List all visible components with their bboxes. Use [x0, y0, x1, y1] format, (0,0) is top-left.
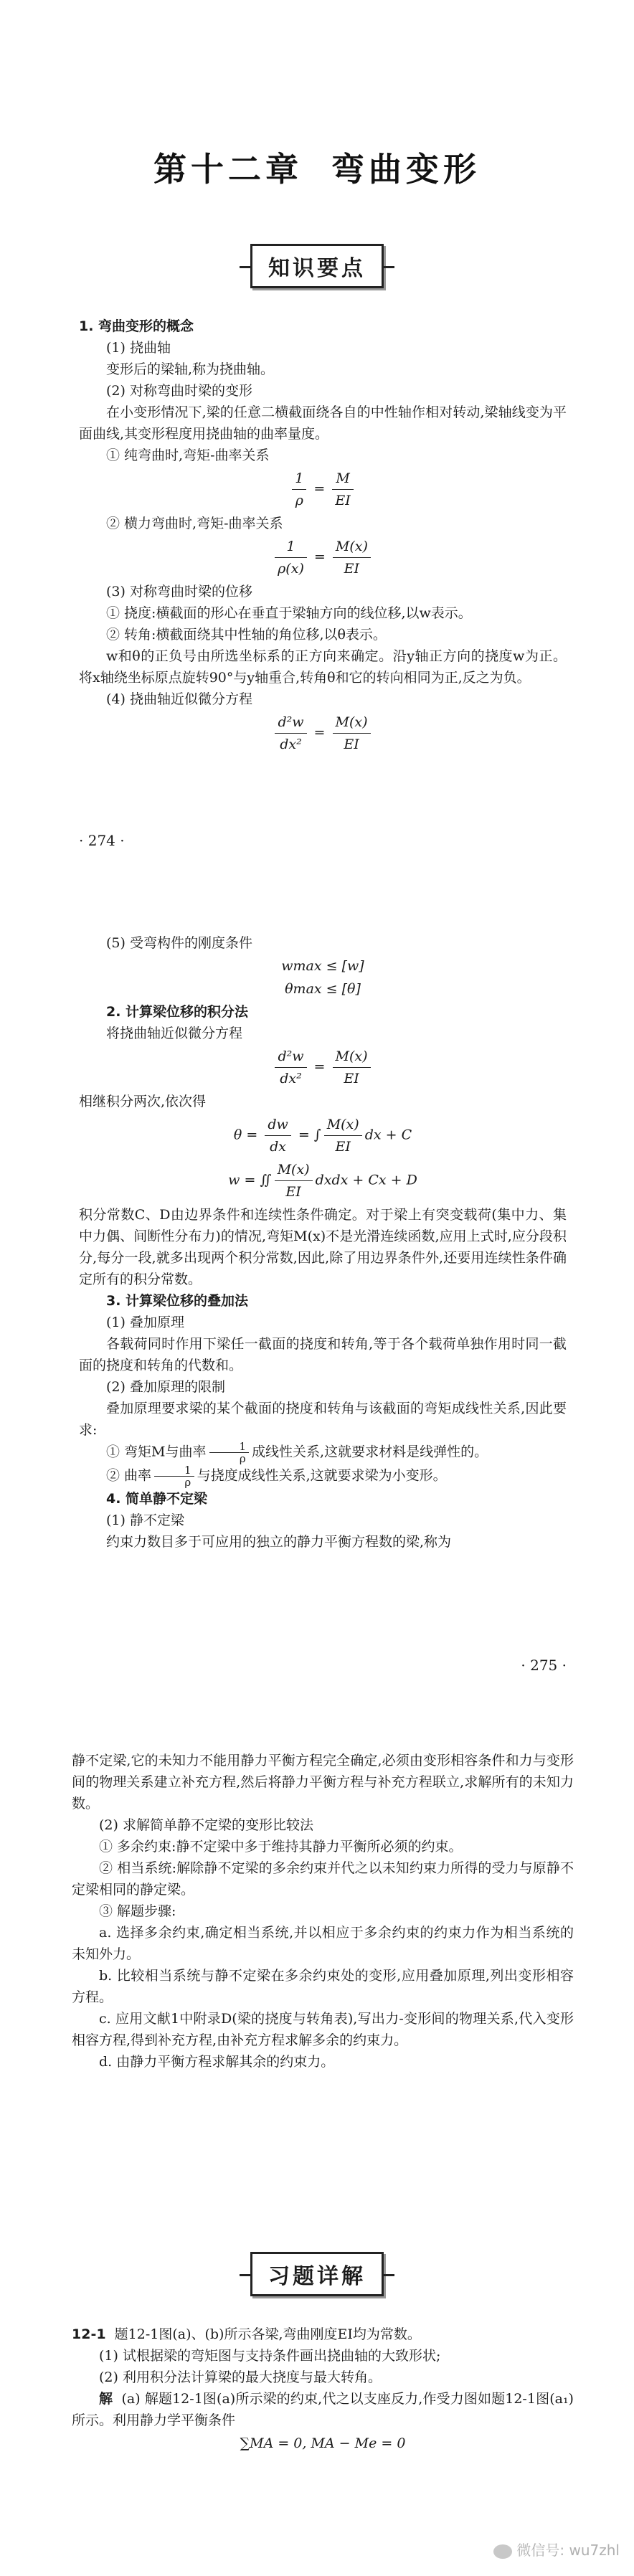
paragraph: w和θ的正负号由所选坐标系的正方向来确定。沿y轴正方向的挠度w为正。将x轴绕坐标原点旋转90°与y轴重合,转角θ和它的转向相同为正,反之为负。: [79, 648, 567, 686]
sub-heading: (4) 挠曲轴近似微分方程: [106, 691, 252, 707]
item: ① 多余约束:静不定梁中多于维持其静力平衡所必须的约束。: [99, 1839, 463, 1855]
step: b. 比较相当系统与静不定梁在多余约束处的变形,应用叠加原理,列出变形相容方程。: [72, 1968, 574, 2005]
page3-body: [72, 1750, 574, 2073]
paragraph: 在小变形情况下,梁的任意二横截面绕各自的中性轴作相对转动,梁轴线变为平面曲线,其变形程度用挠曲轴的曲率量度。: [79, 404, 567, 442]
equation-2: $\frac{1}{\rho(x)}$ = $\frac{M(x)}{EI}$: [79, 536, 567, 579]
exercise-statement: 12-1 题12-1图(a)、(b)所示各梁,弯曲刚度EI均为常数。: [72, 2326, 421, 2342]
sub-heading: (1) 静不定梁: [106, 1512, 184, 1528]
paragraph: 静不定梁,它的未知力不能用静力平衡方程完全确定,必须由变形相容条件和力与变形间的物理关系建立补充方程,然后将静力平衡方程与补充方程联立,求解所有的未知力数。: [72, 1753, 574, 1812]
page2-body: [79, 932, 567, 1553]
wechat-icon: [493, 2544, 512, 2559]
paragraph: 各载荷同时作用下梁任一截面的挠度和转角,等于各个载荷单独作用时同一截面的挠度和转角的代数和。: [79, 1336, 567, 1373]
equation-7: θ = $\frac{dw}{dx}$ = ∫ $\frac{M(x)}{EI}$ dx + C: [79, 1114, 567, 1157]
equation-3: $\frac{\text{d²w}}{\text{dx²}}$ = $\frac{M(x)}{EI}$: [79, 711, 567, 755]
page-number: · 274 ·: [79, 832, 125, 849]
exercise-body: [72, 2324, 574, 2456]
item: ② 转角:横截面绕其中性轴的角位移,以θ表示。: [106, 627, 387, 643]
heading-4: 4. 简单静不定梁: [106, 1491, 208, 1507]
sub-heading: (2) 叠加原理的限制: [106, 1379, 225, 1395]
step: a. 选择多余约束,确定相当系统,并以相应于多余约束的约束力作为相当系统的未知外力。: [72, 1925, 574, 1962]
equation-9: ∑MA = 0, MA − Me = 0: [240, 2435, 406, 2451]
item: ① 弯矩M与曲率 $\frac{1}{\rho}$ 成线性关系,这就要求材料是线弹性的。: [106, 1440, 488, 1465]
paragraph: 变形后的梁轴,称为挠曲轴。: [106, 361, 275, 377]
equation-5: θmax ≤ [θ]: [285, 981, 361, 997]
sub-heading: (2) 对称弯曲时梁的变形: [106, 383, 252, 399]
exercise-part: (2) 利用积分法计算梁的最大挠度与最大转角。: [99, 2369, 382, 2385]
item: ② 曲率 $\frac{1}{\rho}$ 与挠度成线性关系,这就要求梁为小变形。: [106, 1464, 447, 1489]
heading-3: 3. 计算梁位移的叠加法: [106, 1293, 249, 1309]
section-title-exercises: 习题详解: [250, 2252, 384, 2296]
item: ① 挠度:横截面的形心在垂直于梁轴方向的线位移,以w表示。: [106, 605, 472, 621]
paragraph: 积分常数C、D由边界条件和连续性条件确定。对于梁上有突变载荷(集中力、集中力偶、间断性分布力)的情况,弯矩M(x)不是光滑连续函数,应用上式时,应分段积分,每分一段,就多出现两个积分常数,因此,除了用边界条件外,还要用连续性条件确定所有的积分常数。: [79, 1207, 567, 1287]
step: d. 由静力平衡方程求解其余的约束力。: [99, 2054, 335, 2070]
heading-2: 2. 计算梁位移的积分法: [106, 1004, 249, 1020]
page1-body: [79, 316, 567, 757]
heading-1: 1. 弯曲变形的概念: [79, 318, 194, 334]
sub-heading: (2) 求解简单静不定梁的变形比较法: [99, 1817, 313, 1833]
sub-heading: (5) 受弯构件的刚度条件: [106, 935, 252, 951]
item: ② 相当系统:解除静不定梁的多余约束并代之以未知约束力所得的受力与原静不定梁相同的静定梁。: [72, 1860, 574, 1898]
item: ② 横力弯曲时,弯矩-曲率关系: [106, 516, 283, 531]
equation-1: $\frac{1}{\rho}$ = $\frac{M}{EI}$: [79, 468, 567, 511]
page-274: [0, 0, 634, 889]
equation-4: wmax ≤ [w]: [281, 958, 364, 974]
sub-heading: (1) 叠加原理: [106, 1315, 184, 1330]
item: ③ 解题步骤:: [99, 1903, 176, 1919]
equation-6: $\frac{\text{d²w}}{\text{dx²}}$ = $\frac{M(x)}{EI}$: [79, 1046, 567, 1089]
chapter-title: 第十二章 弯曲变形: [153, 150, 481, 189]
item: ① 纯弯曲时,弯矩-曲率关系: [106, 448, 270, 463]
paragraph: 约束力数目多于可应用的独立的静力平衡方程数的梁,称为: [106, 1534, 452, 1550]
sub-heading: (3) 对称弯曲时梁的位移: [106, 584, 252, 600]
paragraph: 叠加原理要求梁的某个截面的挠度和转角与该截面的弯矩成线性关系,因此要求:: [79, 1401, 567, 1438]
solution: 解 (a) 解题12-1图(a)所示梁的约束,代之以支座反力,作受力图如题12-1图(a₁)所示。利用静力学平衡条件: [72, 2391, 574, 2428]
paragraph: 相继积分两次,依次得: [79, 1094, 207, 1109]
step: c. 应用文献1中附录D(梁的挠度与转角表),写出力-变形间的物理关系,代入变形相容方程,得到补充方程,由补充方程求解多余的约束力。: [72, 2011, 574, 2048]
page-276: [0, 1707, 634, 2576]
equation-8: w = ∬ $\frac{M(x)}{EI}$ dxdx + Cx + D: [79, 1159, 567, 1203]
page-number: · 275 ·: [521, 1657, 567, 1674]
section-title-key-points: 知识要点: [250, 244, 384, 288]
exercise-part: (1) 试根据梁的弯矩图与支持条件画出挠曲轴的大致形状;: [99, 2348, 441, 2364]
paragraph: 将挠曲轴近似微分方程: [106, 1026, 243, 1041]
watermark: 微信号: wu7zhl: [493, 2539, 620, 2560]
page-275: [0, 889, 634, 1707]
sub-heading: (1) 挠曲轴: [106, 340, 171, 356]
